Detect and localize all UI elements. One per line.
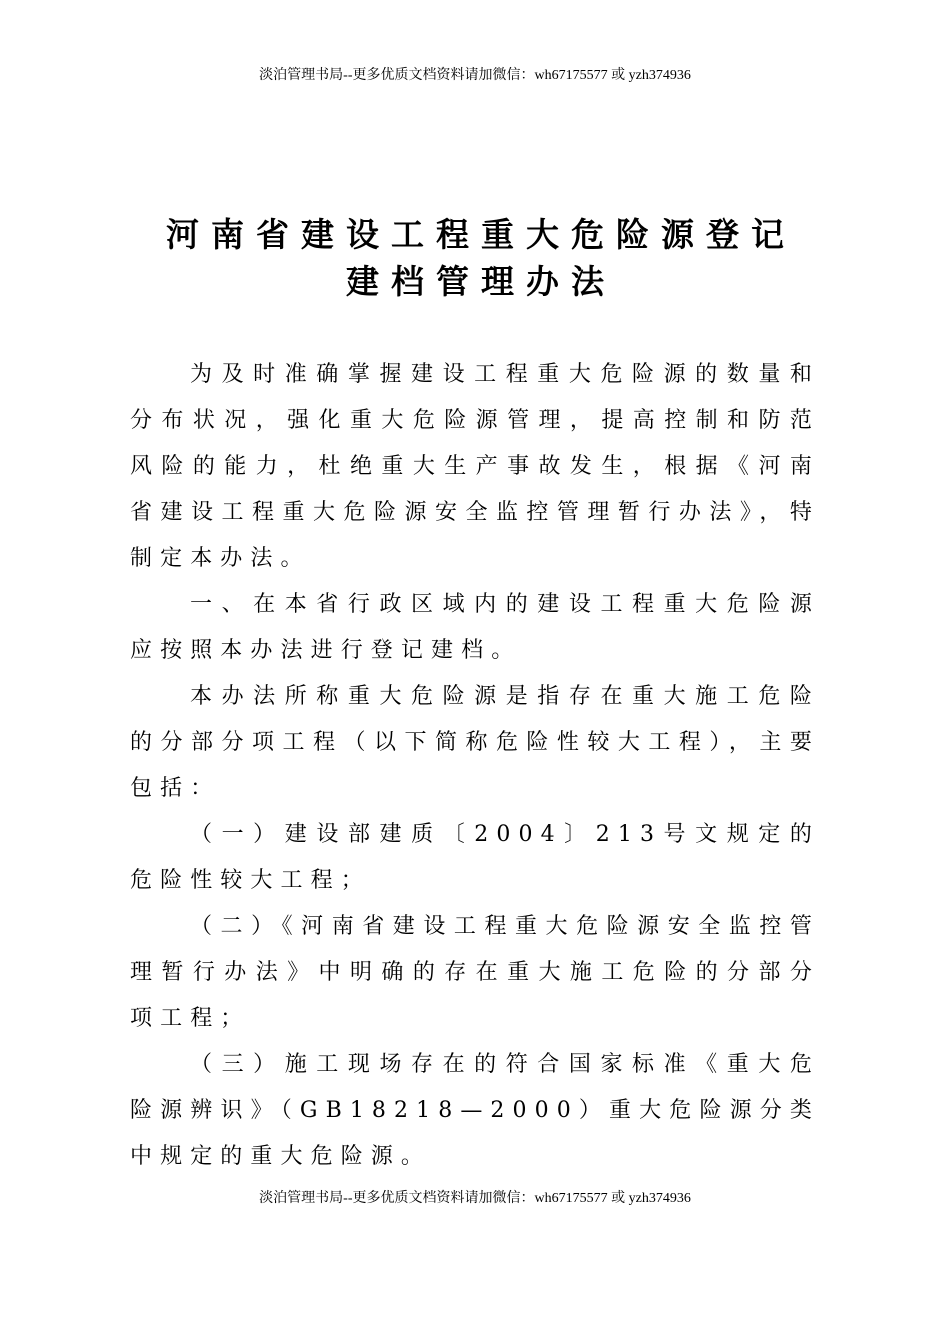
document-title-line-1: 河南省建设工程重大危险源登记	[166, 215, 796, 254]
paragraph-article-1: 一、在本省行政区域内的建设工程重大危险源应按照本办法进行登记建档。	[130, 592, 820, 663]
paragraph-intro: 为及时准确掌握建设工程重大危险源的数量和分布状况，强化重大危险源管理，提高控制和防范风险的能力，杜绝重大生产事故发生，根据《河南省建设工程重大危险源安全监控管理暂行办法》，特制定本办法。	[130, 362, 820, 571]
paragraph-definition: 本办法所称重大危险源是指存在重大施工危险的分部分项工程（以下简称危险性较大工程），主要包括：	[130, 684, 820, 801]
paragraph-item-2: （二）《河南省建设工程重大危险源安全监控管理暂行办法》中明确的存在重大施工危险的分部分项工程；	[130, 914, 820, 1031]
document-title-line-2: 建档管理办法	[346, 262, 616, 301]
page-footer: 淡泊管理书局--更多优质文档资料请加微信：wh67175577 或 yzh374936	[259, 1191, 691, 1206]
document-body	[130, 352, 820, 1180]
paragraph-item-3: （三）施工现场存在的符合国家标准《重大危险源辨识》（GB18218—2000）重大危险源分类中规定的重大危险源。	[130, 1052, 820, 1169]
paragraph-item-1: （一）建设部建质〔2004〕213号文规定的危险性较大工程；	[130, 822, 820, 893]
page-header: 淡泊管理书局--更多优质文档资料请加微信：wh67175577 或 yzh374936	[259, 68, 691, 83]
